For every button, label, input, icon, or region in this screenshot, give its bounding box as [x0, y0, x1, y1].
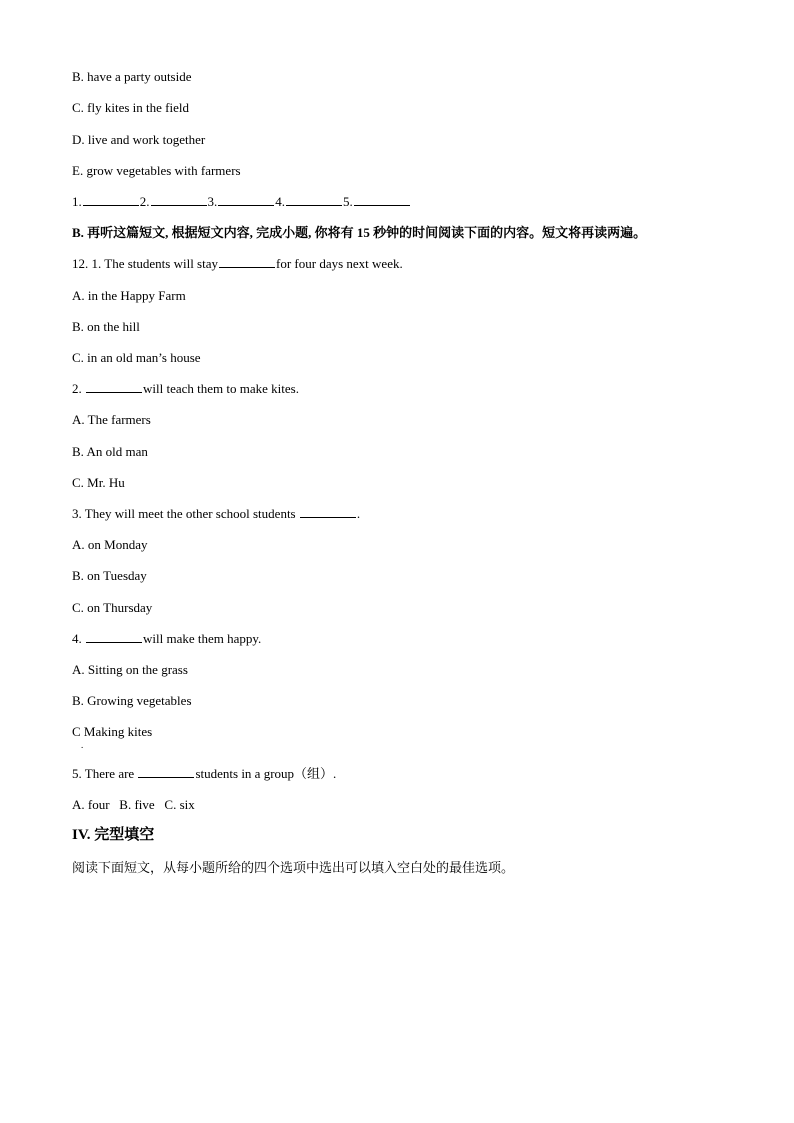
question-1-option-c: C. in an old man’s house: [72, 350, 201, 365]
question-blank: [219, 256, 275, 268]
question-4-option-b: B. Growing vegetables: [72, 693, 192, 708]
answer-blank: [218, 194, 274, 206]
question-5: 5. There are students in a group（组）.: [72, 766, 337, 781]
question-blank: [86, 381, 142, 393]
question-3-option-c: C. on Thursday: [72, 600, 153, 615]
option-line: E. grow vegetables with farmers: [72, 163, 241, 178]
question-5-options: A. four B. five C. six: [72, 797, 195, 812]
stray-dot: .: [81, 740, 84, 750]
question-1-option-a: A. in the Happy Farm: [72, 288, 186, 303]
answer-blank: [151, 194, 207, 206]
question-blank: [86, 631, 142, 643]
option-line: B. have a party outside: [72, 69, 192, 84]
question-2-option-c: C. Mr. Hu: [72, 475, 125, 490]
question-blank: [138, 766, 194, 778]
answer-blank: [83, 194, 139, 206]
question-3-option-a: A. on Monday: [72, 537, 148, 552]
question-4-option-a: A. Sitting on the grass: [72, 662, 188, 677]
question-blank: [300, 506, 356, 518]
answer-blanks-line: 1. 2. 3. 4. 5.: [72, 194, 411, 210]
question-4-option-c: C Making kites: [72, 724, 153, 739]
answer-blank: [354, 194, 410, 206]
question-3-option-b: B. on Tuesday: [72, 568, 147, 583]
question-2: 2. will teach them to make kites.: [72, 381, 299, 396]
section-b-instruction: B. 再听这篇短文, 根据短文内容, 完成小题, 你将有 15 秒钟的时间阅读下面的内容。短文将再读两遍。: [72, 225, 647, 240]
question-1-option-b: B. on the hill: [72, 319, 140, 334]
option-line: D. live and work together: [72, 132, 206, 147]
option-line: C. fly kites in the field: [72, 100, 189, 115]
answer-blank: [286, 194, 342, 206]
question-1: 12. 1. The students will stay for four days next week.: [72, 256, 403, 271]
section-iv-heading: IV. 完型填空: [72, 827, 155, 843]
question-2-option-b: B. An old man: [72, 444, 148, 459]
question-4: 4. will make them happy.: [72, 631, 262, 646]
section-iv-instruction: 阅读下面短文，从每小题所给的四个选项中选出可以填入空白处的最佳选项。: [72, 860, 515, 875]
question-3: 3. They will meet the other school students .: [72, 506, 361, 521]
question-2-option-a: A. The farmers: [72, 412, 151, 427]
